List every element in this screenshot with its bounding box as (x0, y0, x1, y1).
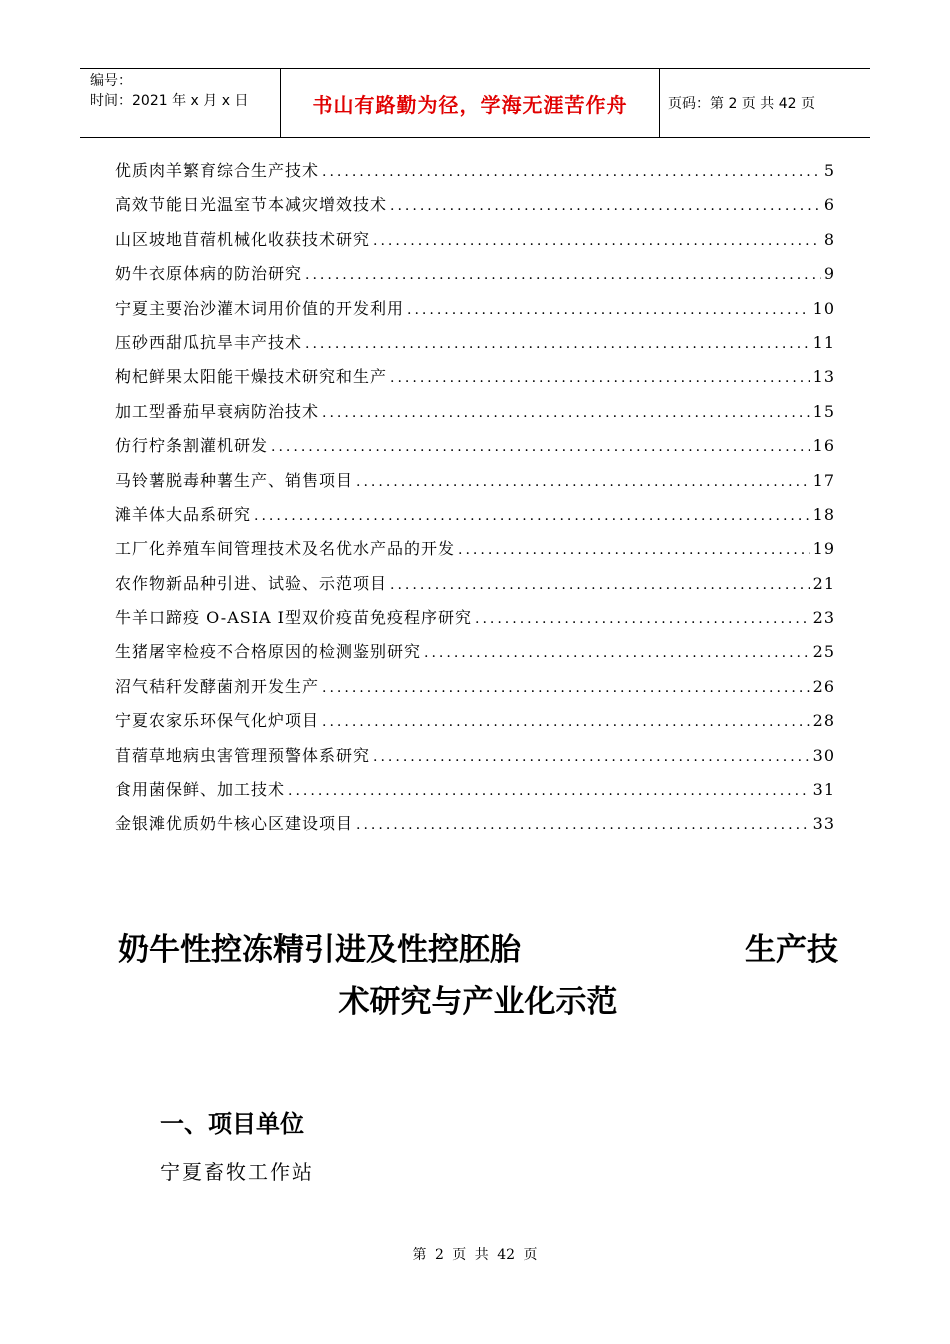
toc-entry-page: 19 (812, 539, 835, 559)
toc-entry-title: 加工型番茄早衰病防治技术 (115, 401, 320, 421)
toc-entry-title: 沼气秸秆发酵菌剂开发生产 (115, 676, 320, 696)
toc-entry-title: 滩羊体大品系研究 (115, 504, 252, 524)
toc-entry-page: 28 (812, 711, 835, 731)
toc-entry-title: 山区坡地苜蓿机械化收获技术研究 (115, 229, 371, 249)
toc-leader-dots (424, 645, 810, 661)
toc-entry-title: 生猪屠宰检疫不合格原因的检测鉴别研究 (115, 642, 422, 662)
toc-entry-page: 15 (812, 401, 835, 421)
toc-entry[interactable] (115, 571, 835, 605)
toc-leader-dots (390, 370, 810, 386)
toc-leader-dots (373, 749, 810, 765)
toc-entry-title: 牛羊口蹄疫 O-ASIA Ⅰ型双价疫苗免疫程序研究 (115, 608, 472, 628)
toc-entry[interactable] (115, 639, 835, 673)
toc-entry[interactable] (115, 708, 835, 742)
toc-entry-title: 优质肉羊繁育综合生产技术 (115, 161, 320, 180)
toc-entry[interactable] (115, 743, 835, 777)
toc-entry-title: 马铃薯脱毒种薯生产、销售项目 (115, 470, 354, 490)
toc-entry-title: 工厂化养殖车间管理技术及名优水产品的开发 (115, 539, 456, 559)
title-line1-right: 生产技 (745, 932, 838, 968)
toc-leader-dots (271, 439, 810, 455)
doc-time-label: 时间：2021 年 x 月 x 日 (90, 93, 249, 109)
toc-entry[interactable] (115, 330, 835, 364)
section-heading: 一、项目单位 (160, 1110, 304, 1138)
toc-entry-title: 奶牛衣原体病的防治研究 (115, 264, 303, 284)
toc-leader-dots (356, 817, 810, 833)
section-body: 宁夏畜牧工作站 (160, 1160, 314, 1184)
toc-entry-title: 金银滩优质奶牛核心区建设项目 (115, 814, 354, 834)
toc-entry-page: 10 (812, 298, 835, 318)
toc-entry-page: 5 (823, 161, 835, 180)
toc-leader-dots (322, 680, 810, 696)
toc-leader-dots (305, 336, 810, 352)
toc-entry[interactable] (115, 433, 835, 467)
toc-entry-page: 6 (823, 195, 835, 215)
toc-entry[interactable] (115, 364, 835, 398)
toc-entry[interactable] (115, 158, 835, 192)
toc-entry[interactable] (115, 296, 835, 330)
toc-leader-dots (288, 783, 810, 799)
page-header (80, 68, 870, 138)
toc-entry[interactable] (115, 399, 835, 433)
toc-entry-page: 17 (812, 470, 835, 490)
toc-entry-page: 21 (812, 573, 835, 593)
toc-leader-dots (390, 198, 821, 214)
page-footer: 第 2 页 共 42 页 (412, 1247, 538, 1263)
document-title (118, 925, 838, 1027)
toc-entry[interactable] (115, 261, 835, 295)
toc-entry-page: 9 (823, 264, 835, 284)
toc-entry-page: 25 (812, 642, 835, 662)
title-line1-left: 奶牛性控冻精引进及性控胚胎 (118, 932, 521, 968)
toc-entry-title: 食用菌保鲜、加工技术 (115, 780, 286, 800)
toc-leader-dots (322, 714, 810, 730)
toc-entry-title: 高效节能日光温室节本减灾增效技术 (115, 195, 388, 215)
toc-entry-title: 压砂西甜瓜抗旱丰产技术 (115, 332, 303, 352)
toc-entry[interactable] (115, 502, 835, 536)
toc-leader-dots (356, 474, 810, 490)
toc-entry-page: 16 (812, 436, 835, 456)
toc-entry-title: 农作物新品种引进、试验、示范项目 (115, 573, 388, 593)
toc-entry-title: 仿行柠条割灌机研发 (115, 436, 269, 456)
toc-leader-dots (475, 611, 810, 627)
toc-entry-page: 31 (812, 780, 835, 800)
toc-leader-dots (373, 233, 821, 249)
toc-entry-title: 枸杞鲜果太阳能干燥技术研究和生产 (115, 367, 388, 387)
toc-entry-page: 33 (812, 814, 835, 834)
toc-entry-page: 23 (812, 608, 835, 628)
toc-entry-title: 宁夏主要治沙灌木词用价值的开发利用 (115, 298, 405, 318)
toc-leader-dots (322, 405, 810, 421)
toc-entry-page: 30 (812, 745, 835, 765)
table-of-contents (115, 158, 835, 846)
toc-leader-dots (407, 302, 810, 318)
toc-leader-dots (458, 542, 810, 558)
toc-entry[interactable] (115, 227, 835, 261)
toc-entry-page: 8 (823, 229, 835, 249)
header-meta (80, 69, 280, 137)
header-page-info: 页码：第 2 页 共 42 页 (668, 96, 815, 112)
toc-entry-page: 11 (812, 332, 835, 352)
toc-entry[interactable] (115, 777, 835, 811)
toc-entry[interactable] (115, 811, 835, 845)
toc-entry[interactable] (115, 674, 835, 708)
toc-entry[interactable] (115, 605, 835, 639)
toc-entry[interactable] (115, 192, 835, 226)
toc-entry-page: 26 (812, 676, 835, 696)
toc-entry-title: 苜蓿草地病虫害管理预警体系研究 (115, 745, 371, 765)
title-line2: 术研究与产业化示范 (338, 984, 618, 1020)
toc-entry-title: 宁夏农家乐环保气化炉项目 (115, 711, 320, 731)
toc-leader-dots (322, 164, 821, 180)
toc-leader-dots (254, 508, 810, 524)
toc-entry[interactable] (115, 536, 835, 570)
toc-leader-dots (305, 267, 821, 283)
toc-entry-page: 13 (812, 367, 835, 387)
doc-number-label: 编号： (90, 73, 132, 89)
toc-leader-dots (390, 577, 810, 593)
header-motto: 书山有路勤为径，学海无涯苦作舟 (280, 69, 660, 137)
toc-entry[interactable] (115, 468, 835, 502)
toc-entry-page: 18 (812, 504, 835, 524)
